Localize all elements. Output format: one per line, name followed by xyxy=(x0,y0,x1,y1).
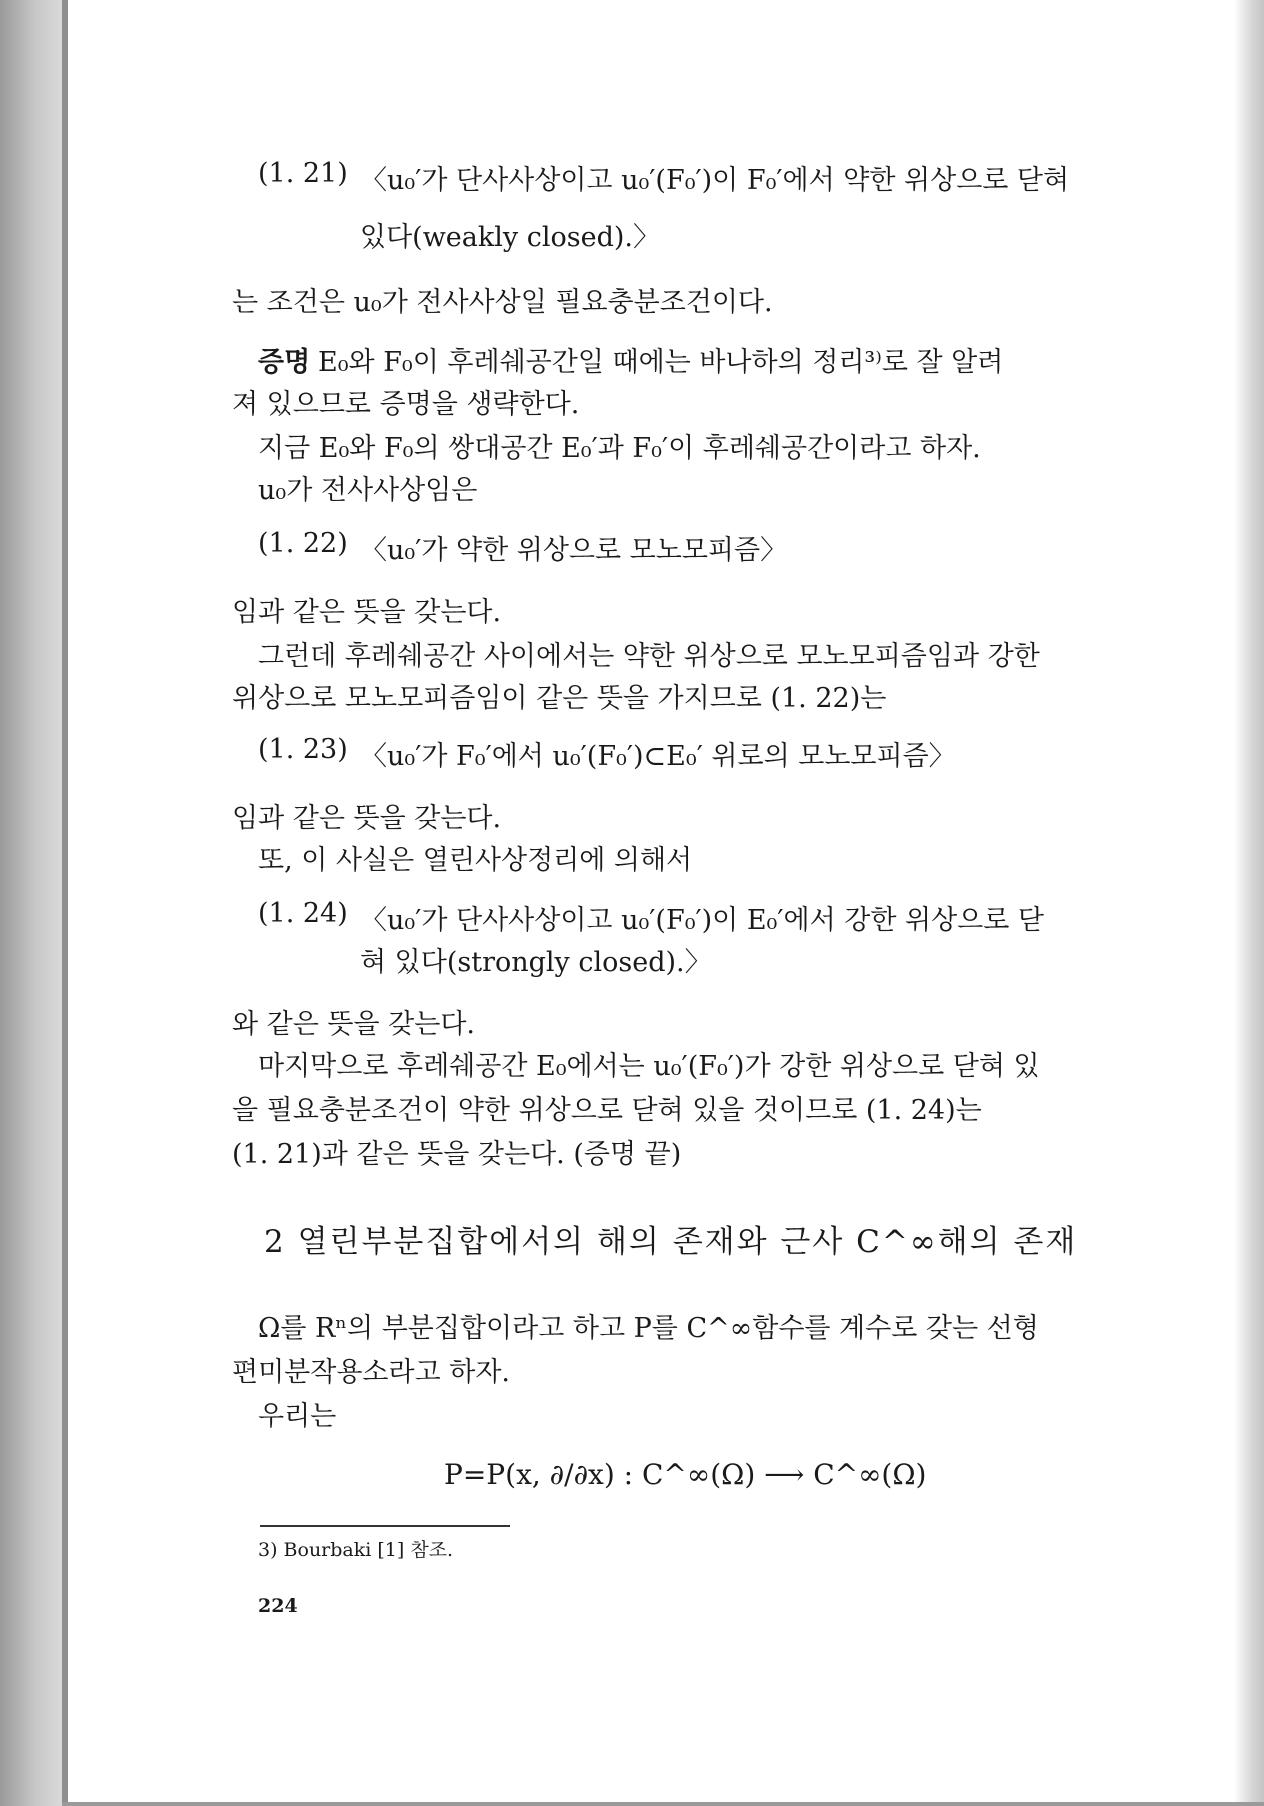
page-number: 224 xyxy=(258,1595,298,1617)
page-bottom-edge xyxy=(62,1802,1264,1806)
equation-text: 혀 있다(strongly closed).〉 xyxy=(360,947,712,978)
paragraph-line: 우리는 xyxy=(258,1401,337,1432)
equation-text: 있다(weakly closed).〉 xyxy=(360,222,660,253)
footnote: 3) Bourbaki [1] 참조. xyxy=(258,1539,454,1561)
paragraph-line: 임과 같은 뜻을 갖는다. xyxy=(232,803,502,834)
paragraph-line: 그런데 후레쉐공간 사이에서는 약한 위상으로 모노모피즘임과 강한 xyxy=(258,641,1040,672)
paragraph-line: 임과 같은 뜻을 갖는다. xyxy=(232,597,502,628)
paragraph-line: E₀와 F₀이 후레쉐공간일 때에는 바나하의 정리³⁾로 잘 알려 xyxy=(318,347,1004,378)
equation-text: 〈u₀′가 F₀′에서 u₀′(F₀′)⊂E₀′ 위로의 모노모피즘〉 xyxy=(360,741,956,772)
paragraph-line: Ω를 Rⁿ의 부분집합이라고 하고 P를 C^∞함수를 계수로 갖는 선형 xyxy=(258,1313,1039,1344)
page-shadow xyxy=(1234,0,1264,1806)
paragraph-line: 을 필요충분조건이 약한 위상으로 닫혀 있을 것이므로 (1. 24)는 xyxy=(232,1095,982,1126)
equation-number: (1. 21) xyxy=(258,158,348,189)
proof-label: 증명 xyxy=(258,347,311,378)
paragraph-line: 마지막으로 후레쉐공간 E₀에서는 u₀′(F₀′)가 강한 위상으로 닫혀 있 xyxy=(258,1051,1040,1082)
paragraph-line: 져 있으므로 증명을 생략한다. xyxy=(232,389,580,420)
paragraph-line: 또, 이 사실은 열린사상정리에 의해서 xyxy=(258,845,693,876)
paragraph-line: 지금 E₀와 F₀의 쌍대공간 E₀′과 F₀′이 후레쉐공간이라고 하자. xyxy=(258,433,981,464)
paragraph-line: (1. 21)과 같은 뜻을 갖는다. (증명 끝) xyxy=(232,1139,682,1170)
footnote-rule xyxy=(260,1525,510,1527)
equation-number: (1. 24) xyxy=(258,898,348,929)
paragraph-line: u₀가 전사사상임은 xyxy=(258,475,478,506)
equation-text: 〈u₀′가 약한 위상으로 모노모피즘〉 xyxy=(360,535,788,566)
paragraph-line: 편미분작용소라고 하자. xyxy=(232,1357,510,1388)
equation-text: 〈u₀′가 단사사상이고 u₀′(F₀′)이 F₀′에서 약한 위상으로 닫혀 xyxy=(360,165,1070,196)
equation-number: (1. 23) xyxy=(258,734,348,765)
page-edge xyxy=(62,0,68,1806)
equation-number: (1. 22) xyxy=(258,528,348,559)
section-title: 2 열린부분집합에서의 해의 존재와 근사 C^∞해의 존재 xyxy=(264,1224,1078,1260)
paragraph-line: 와 같은 뜻을 갖는다. xyxy=(232,1009,475,1040)
equation-text: 〈u₀′가 단사사상이고 u₀′(F₀′)이 E₀′에서 강한 위상으로 닫 xyxy=(360,905,1044,936)
paragraph-line: 위상으로 모노모피즘임이 같은 뜻을 가지므로 (1. 22)는 xyxy=(232,683,887,714)
display-equation: P=P(x, ∂/∂x) : C^∞(Ω) ⟶ C^∞(Ω) xyxy=(444,1458,927,1491)
paragraph-line: 는 조건은 u₀가 전사사상일 필요충분조건이다. xyxy=(232,287,773,318)
book-spine xyxy=(0,0,66,1806)
